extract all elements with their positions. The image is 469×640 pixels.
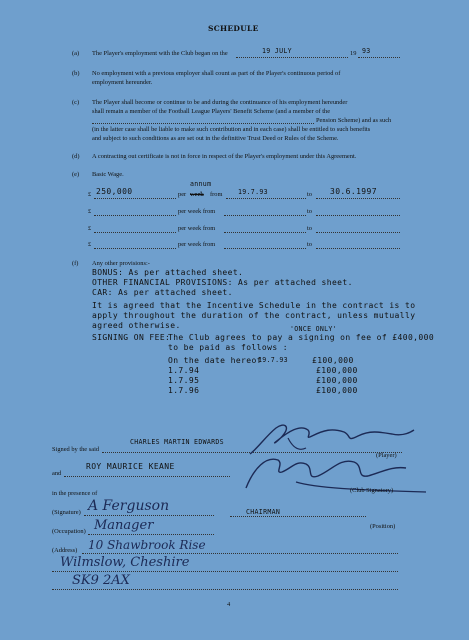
clause-a-letter: (a) — [72, 50, 80, 57]
clause-c-line1: The Player shall become or continue to be and during the continuance of his employment hereunder — [92, 99, 348, 106]
witness-address-1: 10 Shawbrook Rise — [88, 538, 206, 552]
wage-row1-currency: £ — [88, 191, 92, 198]
club-signatory-label: (Club Signatory) — [350, 487, 394, 494]
position-label: (Position) — [370, 523, 396, 530]
wage-row4-amount-line — [94, 248, 176, 249]
incentive-line2: apply throughout the duration of the contract, unless mutually — [92, 311, 416, 320]
and-label: and — [52, 470, 62, 477]
clause-c-fill-line — [92, 123, 314, 124]
payment-1-hand-date: 19.7.93 — [258, 356, 288, 364]
witness-occupation: Manager — [94, 518, 154, 533]
wage-row1-per: per — [178, 191, 187, 198]
payment-4-amount: £100,000 — [316, 386, 358, 395]
incentive-line3: agreed otherwise. — [92, 321, 181, 330]
wage-row2-from-line — [224, 215, 306, 216]
occupation-label: (Occupation) — [52, 528, 86, 535]
address-line3 — [52, 589, 398, 590]
address-label: (Address) — [52, 547, 78, 554]
wage-row4-per: per week from — [178, 241, 216, 248]
and-name: ROY MAURICE KEANE — [86, 462, 175, 471]
and-line — [64, 476, 230, 477]
clause-a-year: 93 — [362, 47, 371, 55]
clause-a-text: The Player's employment with the Club began on the — [92, 50, 228, 57]
signature-line — [84, 515, 214, 516]
page-title: SCHEDULE — [208, 24, 259, 33]
payment-3-when: 1.7.95 — [168, 376, 200, 385]
wage-row2-currency: £ — [88, 208, 92, 215]
wage-row1-week-struck: week — [190, 191, 204, 198]
wage-row3-amount-line — [94, 232, 176, 233]
clause-c-letter: (c) — [72, 99, 80, 106]
wage-row2-to-line — [316, 215, 400, 216]
wage-row2-amount-line — [94, 215, 176, 216]
wage-row4-to-line — [316, 248, 400, 249]
clause-b-letter: (b) — [72, 70, 80, 77]
keane-signature-mark — [236, 448, 436, 498]
clause-b-line1: No employment with a previous employer shall count as part of the Player's continuous period of — [92, 70, 341, 77]
wage-row4-to: to — [307, 241, 312, 248]
wage-row1-to-date: 30.6.1997 — [330, 187, 377, 196]
wage-row1-to-line — [316, 198, 400, 199]
signing-fee-line1: The Club agrees to pay a signing on fee of £400,000 — [168, 333, 435, 342]
wage-row1-to: to — [307, 191, 312, 198]
payment-2-when: 1.7.94 — [168, 366, 200, 375]
signed-by-name: CHARLES MARTIN EDWARDS — [130, 438, 224, 446]
other-financial-text: OTHER FINANCIAL PROVISIONS: As per attached sheet. — [92, 278, 353, 287]
clause-c-line5: and subject to such conditions as are set out in the definitive Trust Deed or Rules of the Scheme. — [92, 135, 339, 142]
once-only-note: 'ONCE ONLY' — [290, 325, 337, 333]
clause-a-year-prefix: 19 — [350, 50, 357, 57]
bonus-text: BONUS: As per attached sheet. — [92, 268, 244, 277]
wage-row3-currency: £ — [88, 225, 92, 232]
signature-label: (Signature) — [52, 509, 81, 516]
clause-d-text: A contracting out certificate is not in force in respect of the Player's employment under this Agreement. — [92, 153, 357, 160]
payment-1-amount: £100,000 — [312, 356, 354, 365]
position-typed: CHAIRMAN — [246, 508, 281, 516]
clause-c-line3: Pension Scheme) and as such — [316, 117, 392, 124]
witness-address-3: SK9 2AX — [72, 573, 130, 588]
signing-fee-line2: to be paid as follows : — [168, 343, 288, 352]
occupation-line — [88, 534, 214, 535]
signing-fee-label: SIGNING ON FEE: — [92, 333, 171, 342]
payment-4-when: 1.7.96 — [168, 386, 200, 395]
wage-row2-to: to — [307, 208, 312, 215]
car-text: CAR: As per attached sheet. — [92, 288, 233, 297]
wage-row3-per: per week from — [178, 225, 216, 232]
page-number: 4 — [227, 601, 231, 608]
payment-3-amount: £100,000 — [316, 376, 358, 385]
wage-row3-to: to — [307, 225, 312, 232]
witness-signature: A Ferguson — [88, 498, 170, 514]
wage-row3-to-line — [316, 232, 400, 233]
wage-row4-currency: £ — [88, 241, 92, 248]
wage-row4-from-line — [224, 248, 306, 249]
clause-e-letter: (e) — [72, 171, 80, 178]
wage-row1-from-date: 19.7.93 — [238, 188, 268, 196]
clause-d-letter: (d) — [72, 153, 80, 160]
witness-address-2: Wilmslow, Cheshire — [60, 555, 190, 570]
clause-f-letter: (f) — [72, 260, 79, 267]
incentive-line1: It is agreed that the Incentive Schedule in the contract is to — [92, 301, 416, 310]
clause-a-date-line — [236, 57, 348, 58]
clause-a-date-day: 19 JULY — [262, 47, 292, 55]
wage-row1-annum: annum — [190, 180, 212, 188]
clause-c-line4: (in the latter case shall be liable to make such contribution and in each case) shall be entitled to such benefits — [92, 126, 371, 133]
wage-row3-from-line — [224, 232, 306, 233]
address-line2 — [52, 571, 398, 572]
wage-row1-amount-line — [94, 198, 176, 199]
wage-row1-from: from — [210, 191, 223, 198]
clause-b-line2: employment hereunder. — [92, 79, 153, 86]
signed-by-label: Signed by the said — [52, 446, 100, 453]
address-line1 — [82, 553, 398, 554]
payment-2-amount: £100,000 — [316, 366, 358, 375]
clause-a-year-line — [358, 57, 400, 58]
position-line — [230, 516, 366, 517]
presence-label: in the presence of — [52, 490, 98, 497]
other-provisions-label: Any other provisions:- — [92, 260, 150, 267]
clause-c-line2: shall remain a member of the Football League Players' Benefit Scheme (and a member of the — [92, 108, 331, 115]
wage-row1-from-line — [226, 198, 306, 199]
payment-1-when: On the date hereof — [168, 356, 262, 365]
basic-wage-label: Basic Wage. — [92, 171, 124, 178]
wage-row2-per: per week from — [178, 208, 216, 215]
wage-row1-amount: 250,000 — [96, 187, 133, 196]
player-label: (Player) — [376, 452, 397, 459]
